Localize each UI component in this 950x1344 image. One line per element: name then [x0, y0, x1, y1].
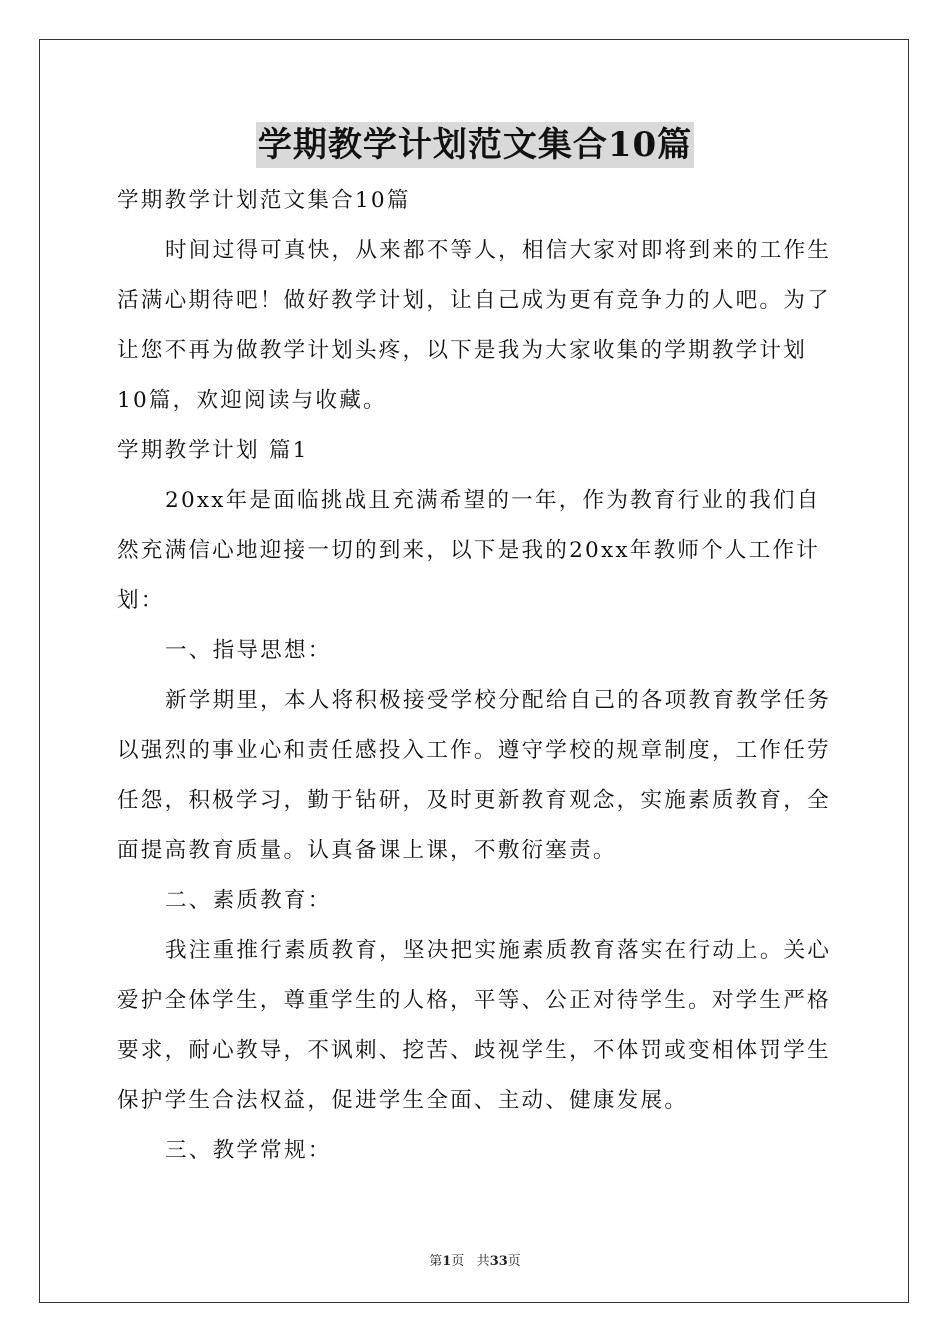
footer-page-number: 1: [442, 1254, 452, 1269]
text-line: 任怨，积极学习，勤于钻研，及时更新教育观念，实施素质教育，全: [117, 788, 831, 813]
text-line: 让您不再为做教学计划头疼，以下是我为大家收集的学期教学计划: [117, 338, 808, 363]
text-line: 20xx年是面临挑战且充满希望的一年，作为教育行业的我们自: [165, 488, 821, 513]
footer-page-suffix: 页: [451, 1254, 465, 1269]
text-line: 学期教学计划 篇1: [117, 438, 309, 463]
text-line: 然充满信心地迎接一切的到来，以下是我的20xx年教师个人工作计: [117, 538, 821, 563]
footer-total-suffix: 页: [507, 1254, 521, 1269]
title-container: [0, 122, 950, 168]
text-line: 划：: [117, 588, 165, 613]
footer-total-pages: 33: [489, 1254, 508, 1269]
footer-total-prefix: 共: [476, 1254, 490, 1269]
document-body: [117, 176, 833, 1176]
text-line: 爱护全体学生，尊重学生的人格，平等、公正对待学生。对学生严格: [117, 988, 831, 1013]
text-line: 学期教学计划范文集合10篇: [117, 188, 411, 213]
document-title: 学期教学计划范文集合10篇: [256, 122, 694, 168]
text-line: 面提高教育质量。认真备课上课，不敷衍塞责。: [117, 838, 617, 863]
text-line: 时间过得可真快，从来都不等人，相信大家对即将到来的工作生: [165, 238, 832, 263]
text-line: 活满心期待吧！做好教学计划，让自己成为更有竞争力的人吧。为了: [117, 288, 831, 313]
text-line: 以强烈的事业心和责任感投入工作。遵守学校的规章制度，工作任劳: [117, 738, 831, 763]
text-line: 二、素质教育：: [165, 888, 332, 913]
text-line: 三、教学常规：: [165, 1138, 332, 1163]
text-line: 我注重推行素质教育，坚决把实施素质教育落实在行动上。关心: [165, 938, 832, 963]
footer-page-prefix: 第: [429, 1254, 443, 1269]
text-line: 一、指导思想：: [165, 638, 332, 663]
text-line: 新学期里，本人将积极接受学校分配给自己的各项教育教学任务: [165, 688, 832, 713]
text-line: 10篇，欢迎阅读与收藏。: [117, 388, 387, 413]
text-line: 保护学生合法权益，促进学生全面、主动、健康发展。: [117, 1088, 689, 1113]
text-line: 要求，耐心教导，不讽刺、挖苦、歧视学生，不体罚或变相体罚学生: [117, 1038, 831, 1063]
page-footer: [0, 1250, 950, 1269]
